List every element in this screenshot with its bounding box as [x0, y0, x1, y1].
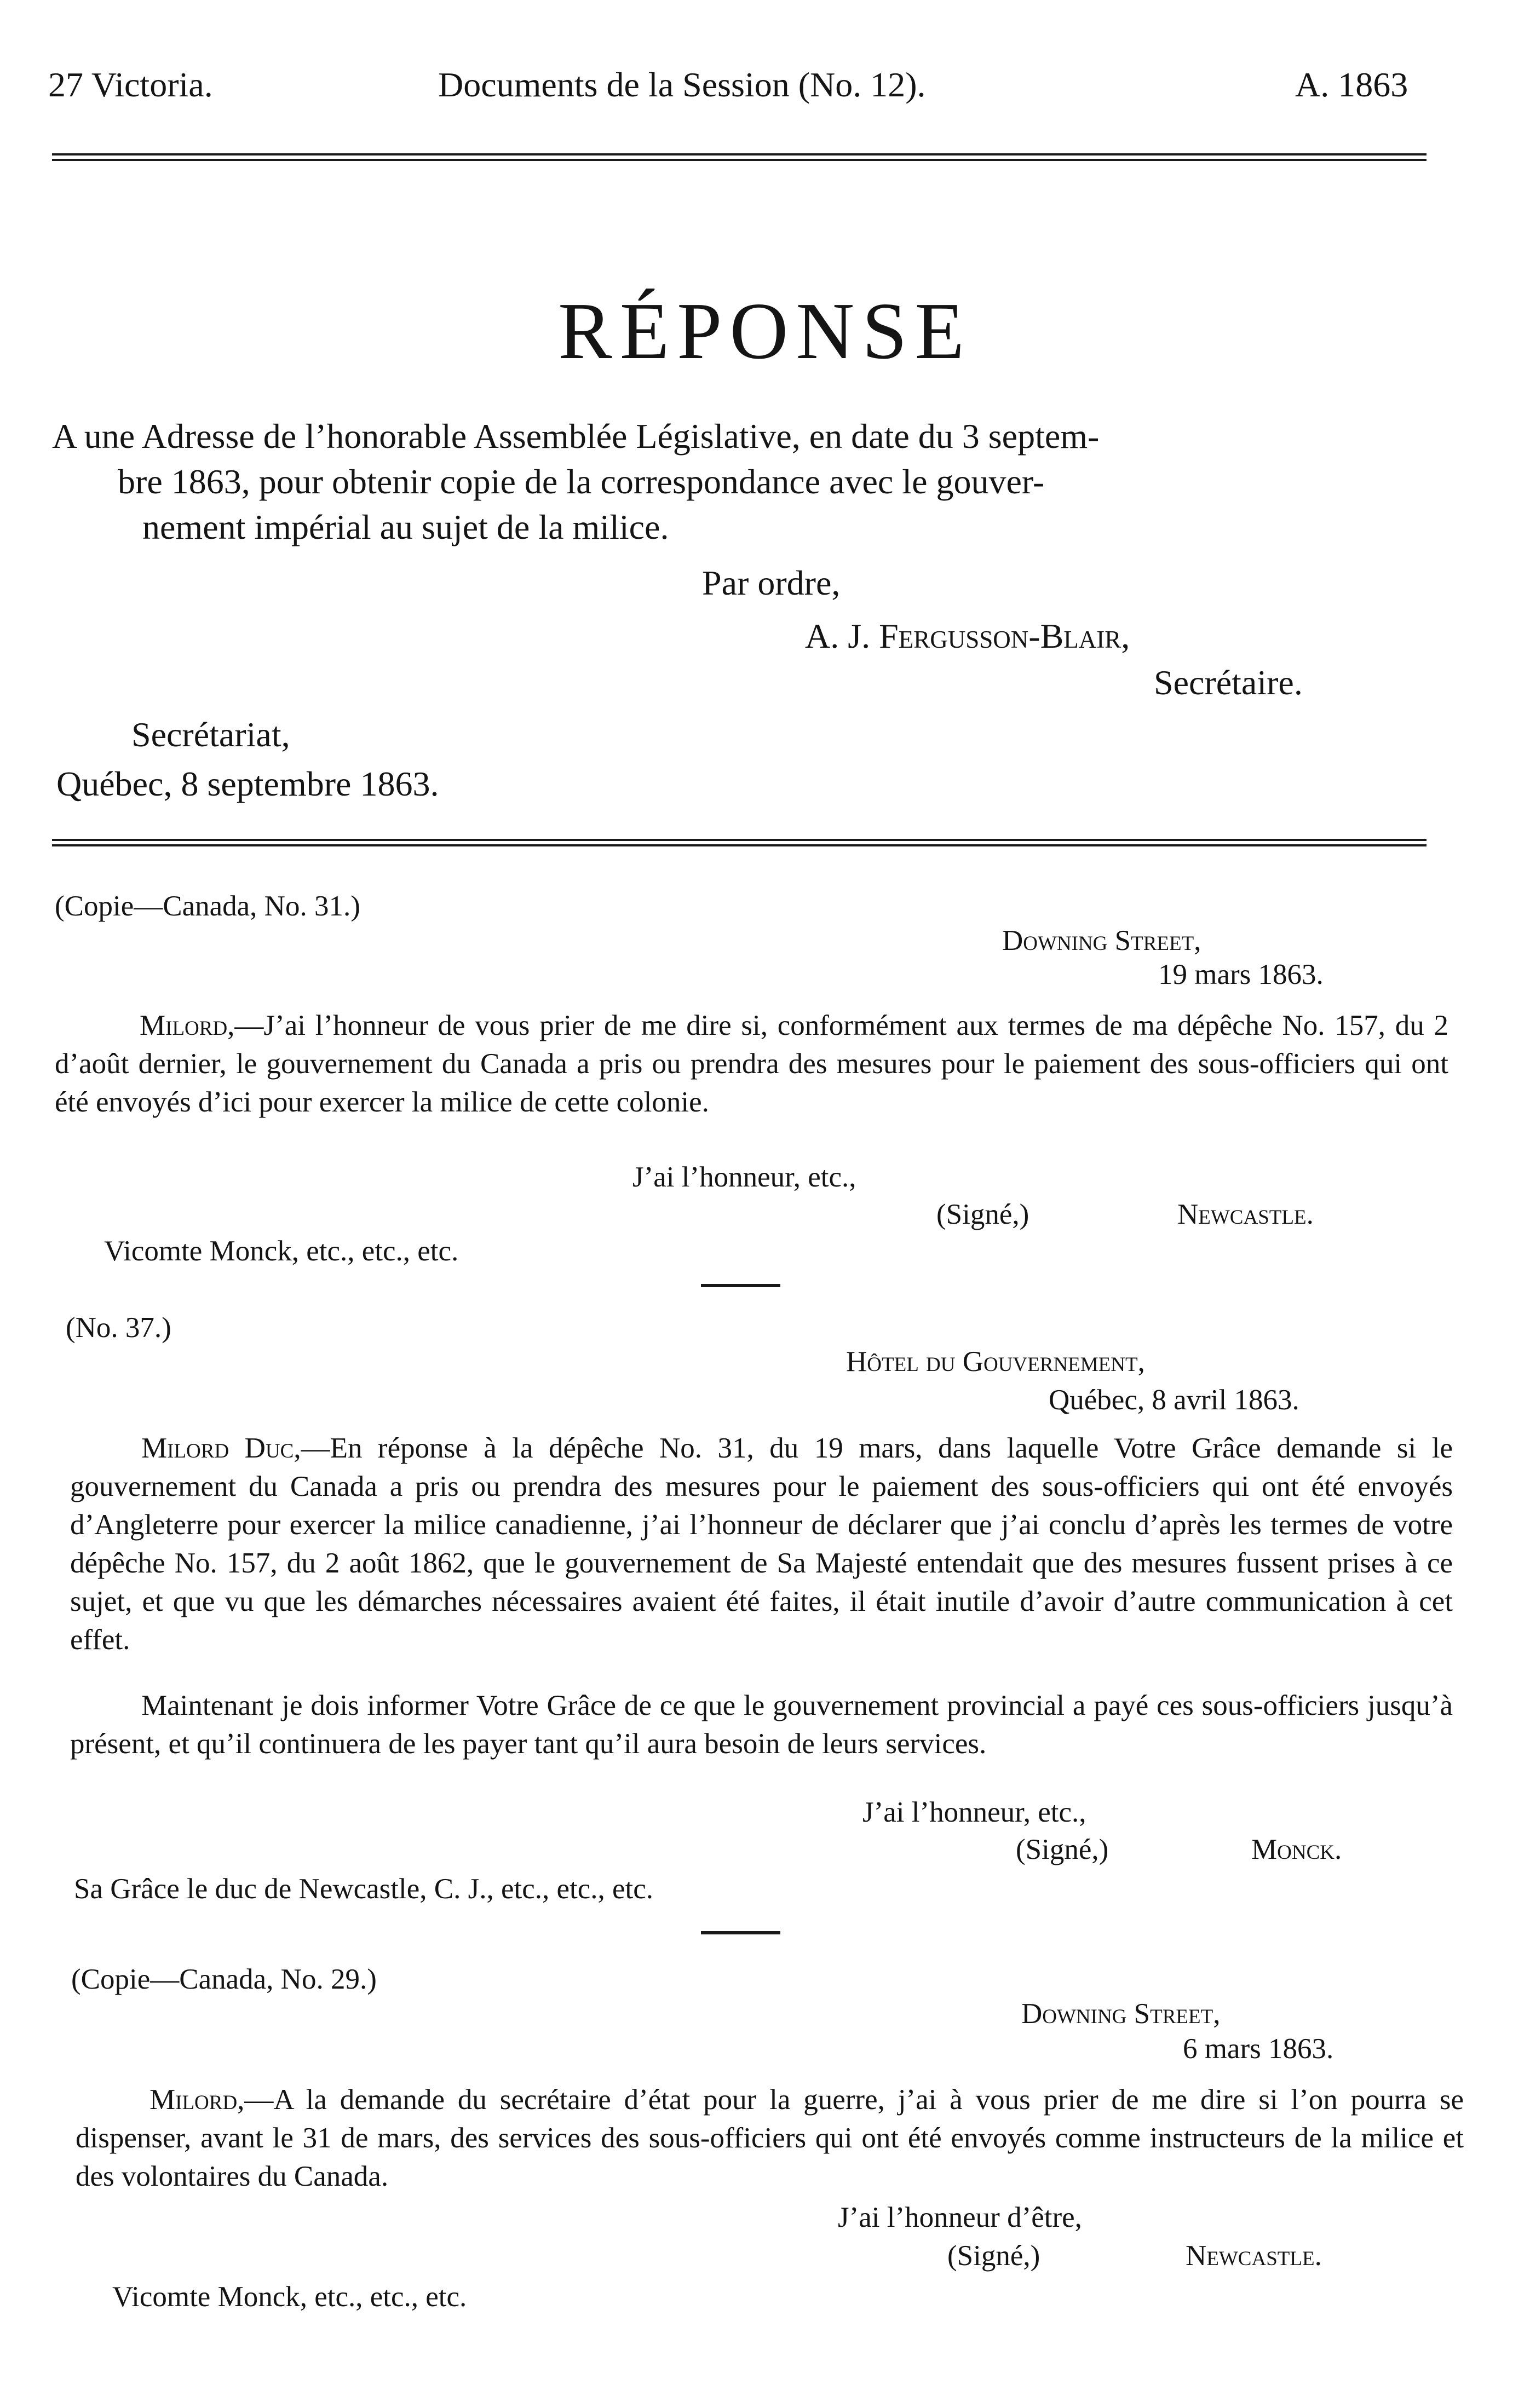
- intro-order: Par ordre,: [702, 563, 841, 602]
- intro-signer: A. J. Fergusson-Blair,: [805, 617, 1130, 655]
- header-year: A. 1863: [1295, 65, 1408, 104]
- letter2-body-1: [70, 1429, 1453, 1659]
- letter2-address: Hôtel du Gouvernement,: [846, 1346, 1145, 1378]
- letter3-recipient: Vicomte Monck, etc., etc., etc.: [112, 2281, 467, 2313]
- letter3-date: 6 mars 1863.: [1183, 2033, 1334, 2065]
- intro-place: Secrétariat,: [131, 715, 290, 754]
- letter3-address: Downing Street,: [1021, 1998, 1221, 2030]
- letter1-text: —J’ai l’honneur de vous prier de me dire si, conformément aux termes de ma dépêche No. 157, du 2 d’août dernier, le gouvernement du Canada a pris ou prendra des mesures pour le paiement des sous-officiers qui ont été envoyés d’ici pour exercer la milice de cette colonie.: [55, 1010, 1448, 1118]
- letter3-signed: (Signé,): [947, 2240, 1040, 2272]
- letter-separator-1: [701, 1284, 780, 1287]
- letter2-salutation: Milord Duc,: [141, 1432, 301, 1464]
- letter-separator-2: [701, 1931, 780, 1934]
- letter3-reference: (Copie—Canada, No. 29.): [71, 1963, 377, 1995]
- header-document-title: Documents de la Session (No. 12).: [438, 65, 926, 104]
- intro-line-1: A une Adresse de l’honorable Assemblée Législative, en date du 3 septem-: [52, 417, 1100, 456]
- section-double-rule: [52, 839, 1427, 846]
- intro-place-date: Québec, 8 septembre 1863.: [56, 764, 439, 803]
- letter2-closing: J’ai l’honneur, etc.,: [862, 1796, 1086, 1828]
- letter1-date: 19 mars 1863.: [1158, 959, 1324, 990]
- letter2-body-2: Maintenant je dois informer Votre Grâce de ce que le gouvernement provincial a payé ces sous-officiers jusqu’à présent, et qu’il continuera de les payer tant qu’il aura besoin de leurs services.: [70, 1690, 1453, 1760]
- letter1-reference: (Copie—Canada, No. 31.): [55, 890, 360, 922]
- letter1-salutation: Milord,: [140, 1010, 235, 1041]
- intro-line-3: nement impérial au sujet de la milice.: [142, 508, 669, 546]
- letter3-closing: J’ai l’honneur d’être,: [838, 2202, 1082, 2233]
- letter1-body: [55, 1006, 1448, 1121]
- letter3-body: [76, 2081, 1464, 2196]
- page-title: RÉPONSE: [558, 286, 972, 376]
- header-double-rule: [52, 153, 1427, 161]
- header-regnal-year: 27 Victoria.: [48, 65, 213, 104]
- letter2-signed: (Signé,): [1016, 1834, 1109, 1865]
- letter2-date: Québec, 8 avril 1863.: [1049, 1384, 1299, 1416]
- letter1-signer: Newcastle.: [1177, 1199, 1314, 1230]
- letter1-address: Downing Street,: [1002, 925, 1201, 957]
- letter1-closing: J’ai l’honneur, etc.,: [632, 1161, 856, 1193]
- intro-line-2: bre 1863, pour obtenir copie de la correspondance avec le gouver-: [118, 462, 1045, 501]
- letter1-recipient: Vicomte Monck, etc., etc., etc.: [104, 1235, 459, 1267]
- letter2-recipient: Sa Grâce le duc de Newcastle, C. J., etc., etc., etc.: [74, 1873, 654, 1905]
- letter2-text-1: —En réponse à la dépêche No. 31, du 19 mars, dans laquelle Votre Grâce demande si le gouvernement du Canada a pris ou prendra des mesures pour le paiement des sous-officiers qui ont été envoyés d’Angleterre pour exercer la milice canadienne, j’ai l’honneur de déclarer que j’ai conclu d’après les termes de votre dépêche No. 157, du 2 août 1862, que le gouvernement de Sa Majesté entendait que des mesures fussent prises à ce sujet, et que vu que les démarches nécessaires avaient été faites, il était inutile d’avoir d’autre communication à cet effet.: [70, 1432, 1453, 1656]
- letter3-text: —A la demande du secrétaire d’état pour la guerre, j’ai à vous prier de me dire si l’on pourra se dispenser, avant le 31 de mars, des services des sous-officiers qui ont été envoyés comme instructeurs de la milice et des volontaires du Canada.: [76, 2084, 1464, 2192]
- letter3-salutation: Milord,: [149, 2084, 245, 2116]
- letter2-reference: (No. 37.): [66, 1312, 171, 1344]
- letter3-signer: Newcastle.: [1186, 2240, 1322, 2272]
- letter2-signer: Monck.: [1251, 1834, 1342, 1865]
- letter1-signed: (Signé,): [936, 1199, 1029, 1230]
- intro-signer-title: Secrétaire.: [1154, 663, 1303, 702]
